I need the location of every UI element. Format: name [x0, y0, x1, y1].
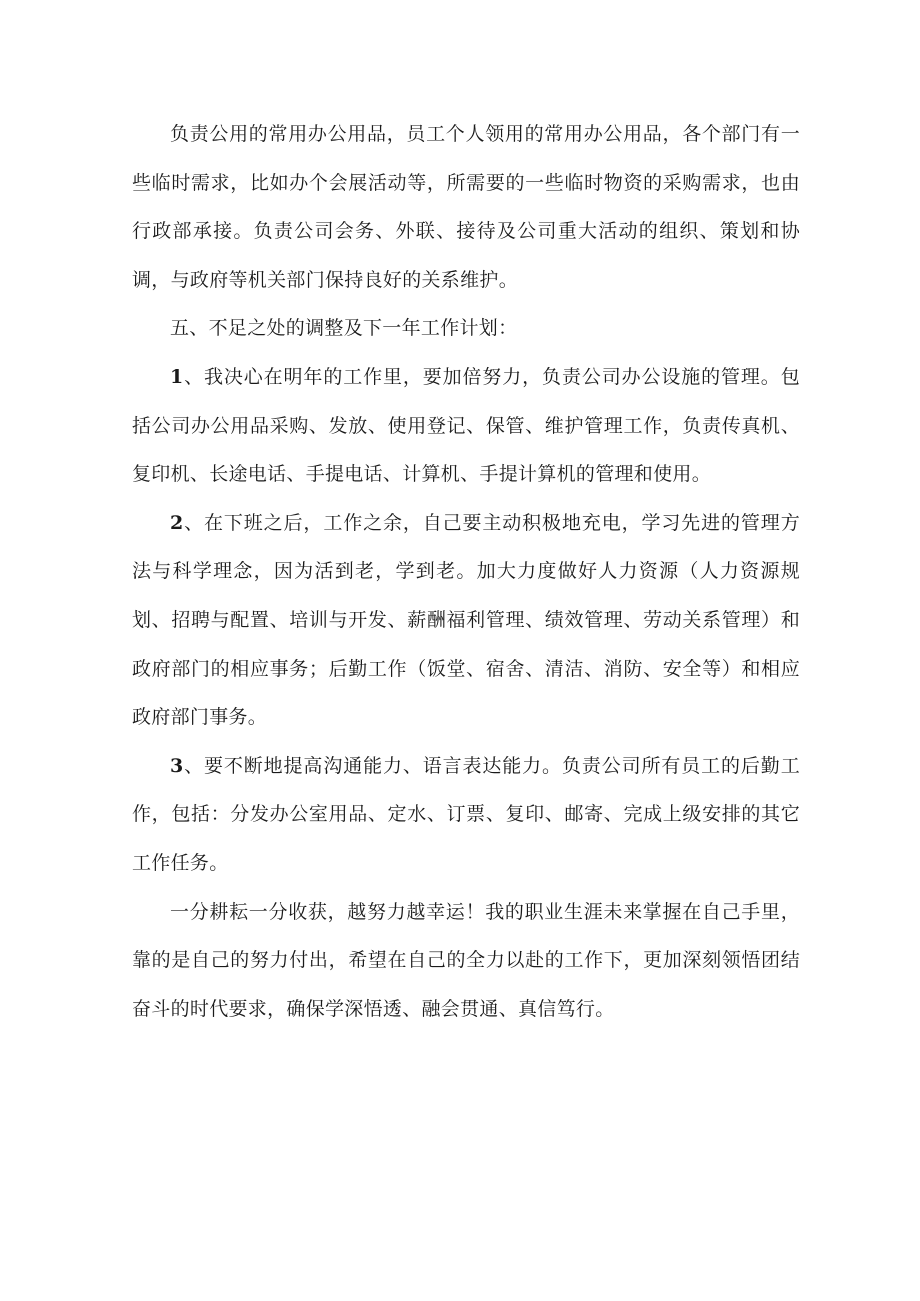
item-text: 、我决心在明年的工作里，要加倍努力，负责公司办公设施的管理。包括公司办公用品采购、发放、使用登记、保管、维护管理工作，负责传真机、复印机、长途电话、手提电话、计算机、手提计算机的管理和使用。 — [132, 365, 800, 486]
item-number: 2 — [170, 511, 184, 534]
plan-item-3 — [132, 742, 800, 888]
section-heading-plan — [132, 304, 800, 353]
paragraph-text: 一分耕耘一分收获，越努力越幸运！我的职业生涯未来掌握在自己手里，靠的是自己的努力付出，希望在自己的全力以赴的工作下，更加深刻领悟团结奋斗的时代要求，确保学深悟透、融会贯通、真信笃行。 — [132, 900, 800, 1020]
plan-item-2 — [132, 499, 800, 742]
paragraph-office-supplies — [132, 110, 800, 304]
item-text: 、要不断地提高沟通能力、语言表达能力。负责公司所有员工的后勤工作，包括：分发办公室用品、定水、订票、复印、邮寄、完成上级安排的其它工作任务。 — [132, 754, 800, 874]
heading-text: 五、不足之处的调整及下一年工作计划： — [170, 317, 518, 340]
document-body — [132, 110, 800, 1033]
item-number: 1 — [170, 365, 184, 388]
item-number: 3 — [170, 754, 184, 777]
paragraph-closing — [132, 888, 800, 1034]
item-text: 、在下班之后，工作之余，自己要主动积极地充电，学习先进的管理方法与科学理念，因为活到老，学到老。加大力度做好人力资源（人力资源规划、招聘与配置、培训与开发、薪酬福利管理、绩效管理、劳动关系管理）和政府部门的相应事务；后勤工作（饭堂、宿舍、清洁、消防、安全等）和相应政府部门事务。 — [132, 511, 800, 729]
paragraph-text: 负责公用的常用办公用品，员工个人领用的常用办公用品，各个部门有一些临时需求，比如办个会展活动等，所需要的一些临时物资的采购需求，也由行政部承接。负责公司会务、外联、接待及公司重大活动的组织、策划和协调，与政府等机关部门保持良好的关系维护。 — [132, 123, 800, 291]
plan-item-1 — [132, 353, 800, 499]
